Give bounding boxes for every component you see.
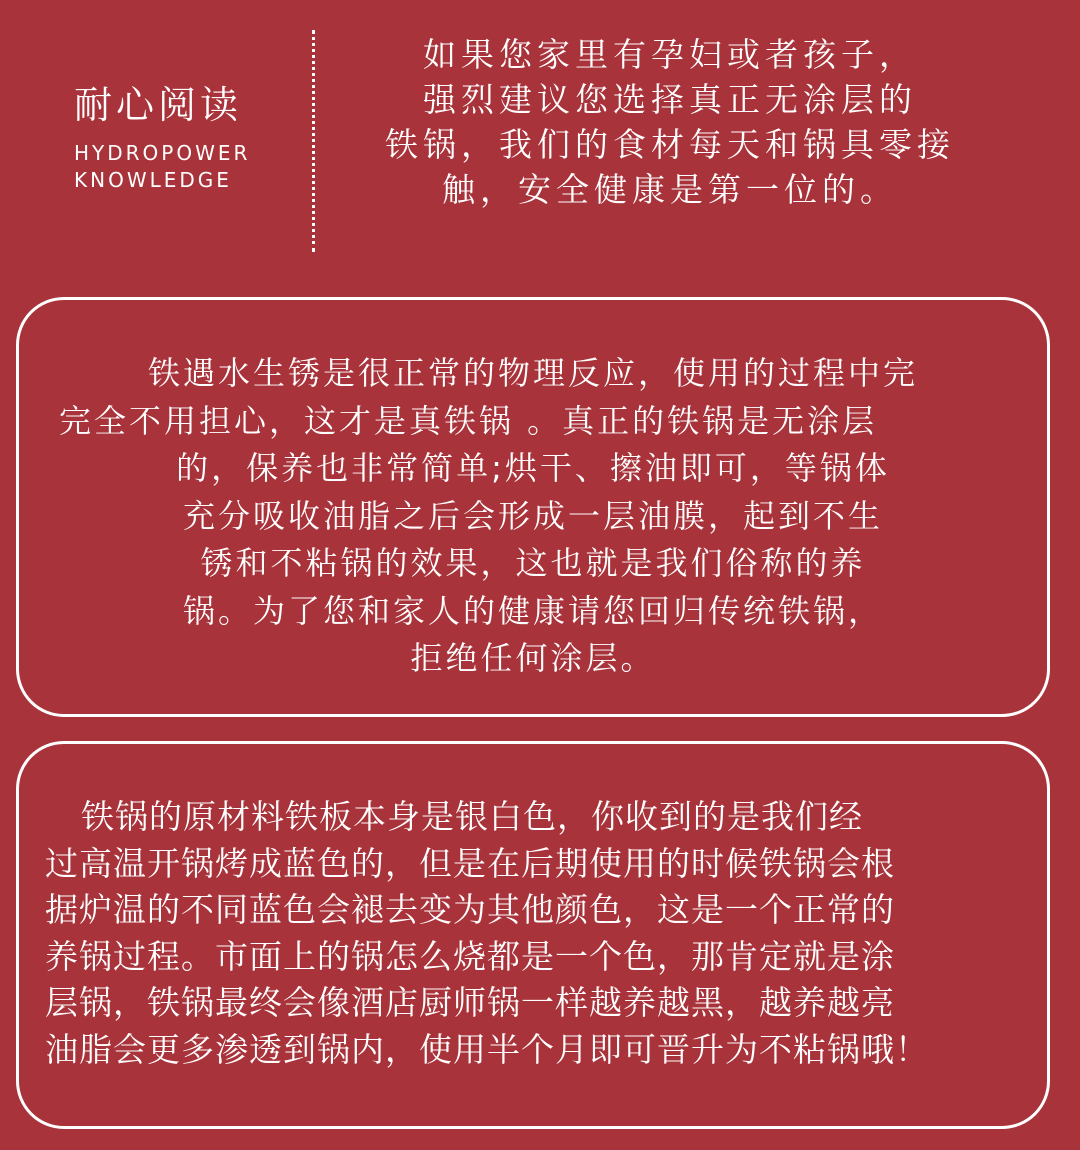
card-line: 完全不用担心，这才是真铁锅 。真正的铁锅是无涂层 (59, 401, 878, 440)
title-english-line-2: KNOWLEDGE (74, 168, 232, 192)
color-info-text (19, 794, 1047, 1074)
card-line: 铁遇水生锈是很正常的物理反应，使用的过程中完 (147, 354, 918, 392)
intro-line: 触，安全健康是第一位的。 (442, 170, 898, 209)
card-line: 层锅，铁锅最终会像酒店厨师锅一样越养越黑，越养越亮 (45, 983, 895, 1023)
intro-line: 铁锅，我们的食材每天和锅具零接 (385, 125, 955, 164)
card-line: 铁锅的原材料铁板本身是银白色，你收到的是我们经 (81, 797, 863, 836)
card-line: 锈和不粘锅的效果，这也就是我们俗称的养 (200, 544, 866, 582)
header (0, 0, 1080, 280)
intro-text (330, 32, 1010, 212)
page-title: 耐心阅读 (74, 83, 243, 127)
rust-info-card (16, 297, 1050, 717)
title-english (74, 140, 314, 194)
card-line: 充分吸收油脂之后会形成一层油膜，起到不生 (182, 496, 883, 535)
card-line: 养锅过程。市面上的锅怎么烧都是一个色，那肯定就是涂 (45, 936, 895, 976)
title-english-line-1: HYDROPOWER (74, 141, 251, 165)
rust-info-text (19, 350, 1047, 683)
title-block (74, 82, 314, 194)
card-line: 锅。为了您和家人的健康请您回归传统铁锅， (182, 591, 883, 630)
card-line: 油脂会更多渗透到锅内，使用半个月即可晋升为不粘锅哦！ (45, 1029, 929, 1069)
intro-line: 强烈建议您选择真正无涂层的 (423, 80, 917, 119)
intro-line: 如果您家里有孕妇或者孩子， (423, 35, 917, 74)
card-line: 据炉温的不同蓝色会褪去变为其他颜色，这是一个正常的 (45, 890, 895, 930)
card-line: 的，保养也非常简单;烘干、擦油即可，等锅体 (176, 449, 890, 487)
color-info-card (16, 741, 1050, 1129)
card-line: 拒绝任何涂层。 (410, 639, 656, 677)
dotted-divider (312, 30, 315, 252)
card-line: 过高温开锅烤成蓝色的，但是在后期使用的时候铁锅会根 (45, 843, 895, 883)
